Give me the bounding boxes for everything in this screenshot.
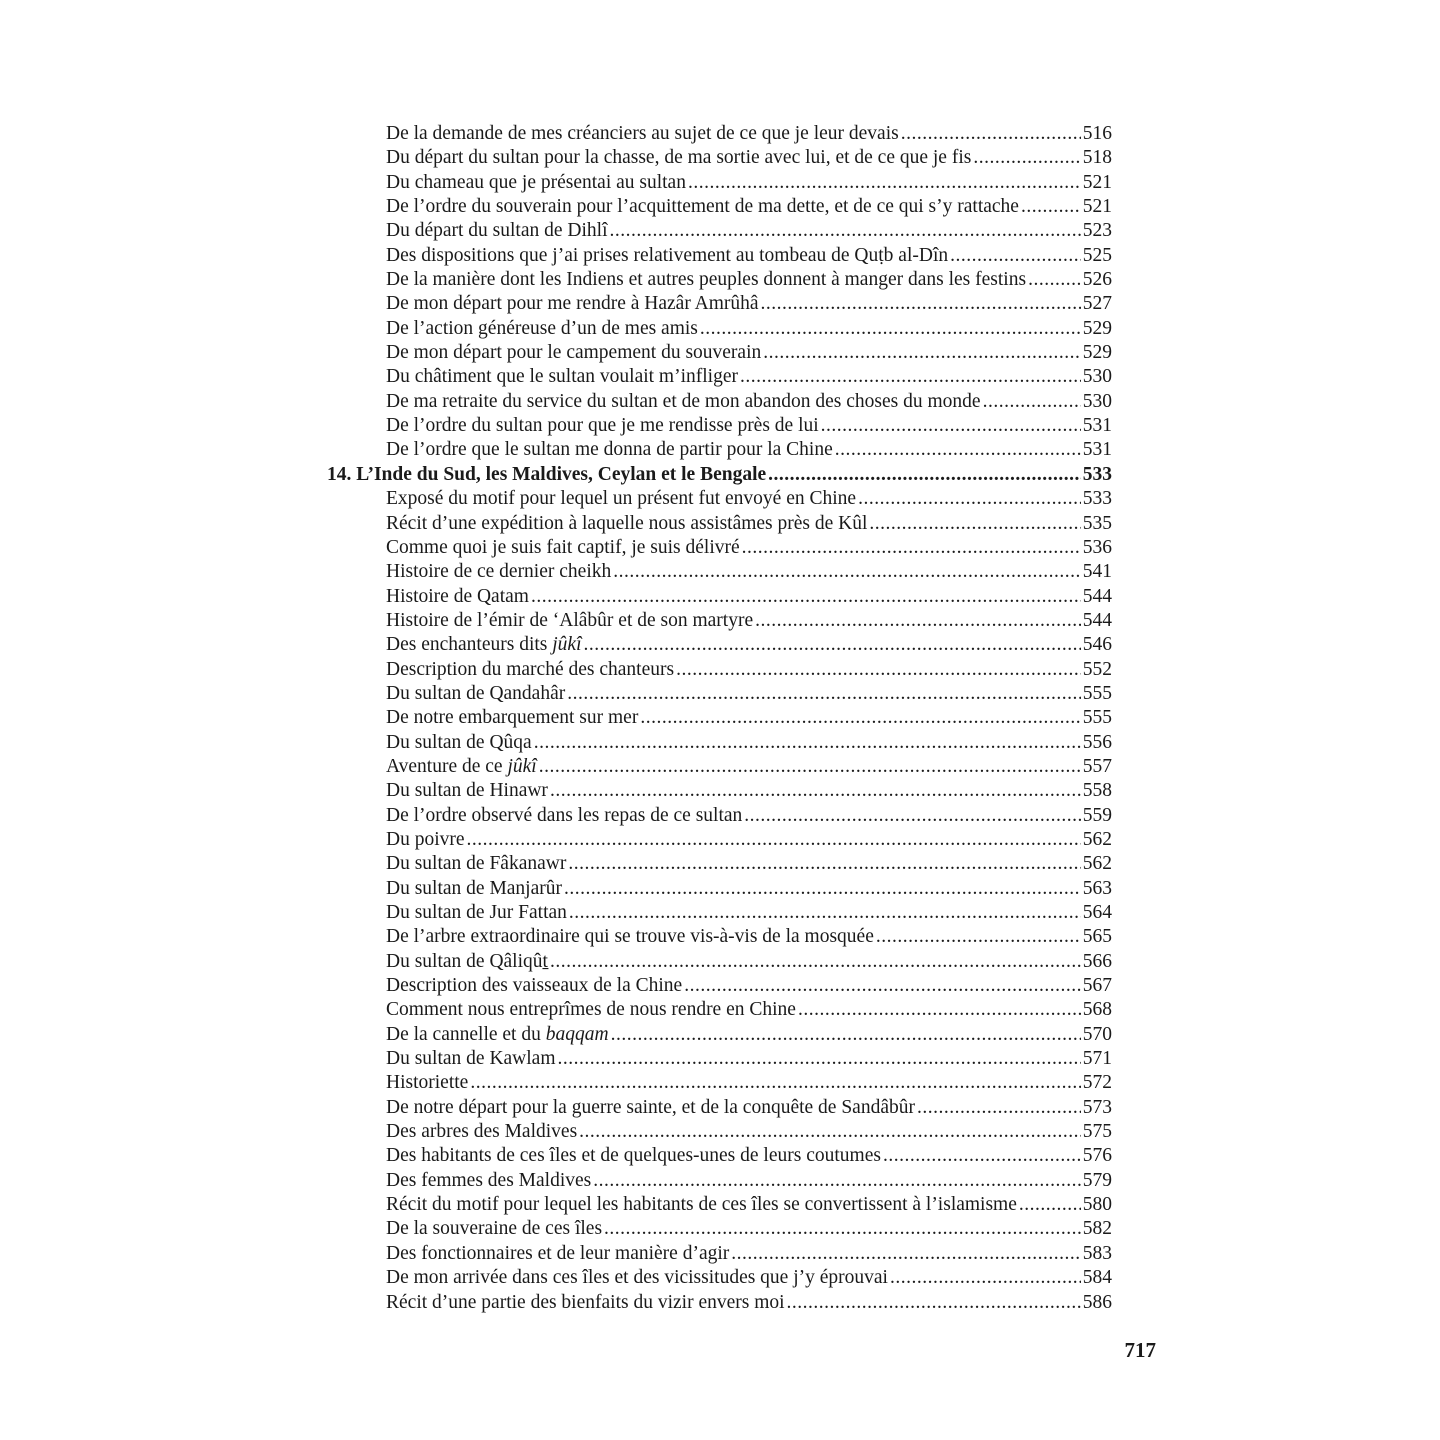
toc-entry-page: 575: [1082, 1121, 1112, 1143]
dot-leader: [1021, 195, 1081, 219]
toc-entry: [327, 585, 1112, 609]
toc-entry-page: 573: [1082, 1096, 1112, 1118]
toc-entry: [327, 1023, 1112, 1047]
toc-entry-title-text: Récit d’une expédition à laquelle nous assistâmes près de Kûl: [386, 512, 868, 534]
toc-entry-title: [386, 365, 738, 389]
toc-entry-title-text: Récit d’une partie des bienfaits du vizir envers moi: [386, 1291, 785, 1313]
dot-leader: [613, 560, 1081, 584]
dot-leader: [567, 682, 1081, 706]
toc-entry-page: 529: [1082, 317, 1112, 339]
toc-entry-page: 516: [1082, 123, 1112, 144]
toc-entry-page: 580: [1082, 1194, 1112, 1216]
toc-entry-title-text: Description des vaisseaux de la Chine: [386, 975, 683, 997]
toc-entry-title: [386, 1071, 468, 1095]
toc-entry-title: [386, 852, 566, 876]
toc-entry-title-text: Du sultan de Hinawr: [386, 780, 548, 802]
toc-entry: [327, 171, 1112, 195]
toc-entry-page: 555: [1082, 682, 1112, 704]
toc-entry: [327, 852, 1112, 876]
toc-entry: [327, 925, 1112, 949]
dot-leader: [579, 1120, 1081, 1144]
toc-entry-title-text: De ma retraite du service du sultan et de mon abandon des choses du monde: [386, 390, 981, 412]
toc-entry-page: 521: [1082, 171, 1112, 193]
toc-entry-page: 521: [1082, 196, 1112, 218]
dot-leader: [611, 1023, 1081, 1047]
toc-entry-title-text: De la demande de mes créanciers au sujet de ce que je leur devais: [386, 123, 899, 144]
toc-entry-title: [386, 122, 899, 146]
toc-entry-italic-term: jûkî: [507, 755, 537, 777]
toc-entry-page: 556: [1082, 731, 1112, 753]
toc-entry-page: 531: [1082, 439, 1112, 461]
toc-entry-title: [386, 1242, 729, 1266]
toc-entry: [327, 1169, 1112, 1193]
dot-leader: [558, 1047, 1081, 1071]
toc-entry-title: [386, 512, 867, 536]
toc-entry-title: [386, 1217, 602, 1241]
toc-entry-title: [386, 658, 674, 682]
toc-entry: [327, 292, 1112, 316]
toc-entry-title-text: Aventure de ce: [386, 755, 508, 777]
toc-entry-page: 564: [1082, 902, 1112, 923]
toc-entry-title-text: Du sultan de Qûqa: [386, 731, 532, 753]
toc-entry-title-text: De mon arrivée dans ces îles et des vicissitudes que j’y éprouvai: [386, 1267, 888, 1289]
toc-entry: [327, 731, 1112, 755]
toc-entry-title-text: Du sultan de Kawlam: [386, 1048, 556, 1070]
toc-entry: [327, 1144, 1112, 1168]
dot-leader: [973, 146, 1080, 170]
toc-entry: [327, 755, 1112, 779]
toc-entry: [327, 560, 1112, 584]
toc-entry-page: 530: [1082, 366, 1112, 388]
toc-entry-title: [386, 1120, 577, 1144]
toc-entry-title: [386, 292, 759, 316]
toc-entry: [327, 146, 1112, 170]
dot-leader: [761, 292, 1081, 316]
dot-leader: [763, 341, 1080, 365]
toc-entry: [327, 1193, 1112, 1217]
toc-entry-page: 530: [1082, 390, 1112, 412]
toc-entry-page: 541: [1082, 561, 1112, 583]
toc-entry-title: [386, 341, 761, 365]
toc-entry: [327, 122, 1112, 146]
dot-leader: [798, 998, 1081, 1022]
toc-entry-title-text: De l’ordre du sultan pour que je me rendisse près de lui: [386, 415, 819, 437]
toc-entry-title: [386, 731, 532, 755]
toc-entry-page: 544: [1082, 609, 1112, 631]
toc-entry-page: 570: [1082, 1023, 1112, 1045]
toc-entry-title: [386, 755, 537, 779]
toc-entry-page: 531: [1082, 415, 1112, 437]
toc-entry: [327, 512, 1112, 536]
dot-leader: [467, 828, 1081, 852]
toc-entry-title-text: Description du marché des chanteurs: [386, 658, 675, 680]
toc-entry-page: 584: [1082, 1267, 1112, 1289]
toc-entry-title-text: Du sultan de Qandahâr: [386, 682, 566, 704]
toc-entry-page: 544: [1082, 585, 1112, 607]
toc-entry-title-text: Du départ du sultan de Dihlî: [386, 220, 608, 242]
toc-entry-page: 552: [1082, 658, 1112, 680]
dot-leader: [534, 731, 1081, 755]
toc-entry-title: [386, 974, 682, 998]
toc-entry-page: 579: [1082, 1169, 1112, 1191]
toc-entry: [327, 317, 1112, 341]
toc-entry-title-text: Du châtiment que le sultan voulait m’infliger: [386, 366, 738, 388]
toc-entry-page: 546: [1082, 634, 1112, 656]
dot-leader: [742, 536, 1081, 560]
toc-entry-title-text: 14. L’Inde du Sud, les Maldives, Ceylan et le Bengale: [327, 463, 767, 485]
dot-leader: [950, 244, 1081, 268]
toc-entry-title: [386, 925, 874, 949]
dot-leader: [640, 706, 1080, 730]
table-of-contents: [327, 122, 1112, 1315]
toc-entry-title-text: De la manière dont les Indiens et autres peuples donnent à manger dans les festins: [386, 269, 1027, 291]
dot-leader: [688, 171, 1081, 195]
toc-entry-title-text: De notre départ pour la guerre sainte, et de la conquête de Sandâbûr: [386, 1096, 915, 1118]
toc-entry-page: 563: [1082, 877, 1112, 899]
dot-leader: [550, 779, 1081, 803]
toc-entry-page: 559: [1082, 804, 1112, 826]
toc-entry-title: [386, 585, 529, 609]
toc-entry-title: [386, 487, 856, 511]
dot-leader: [983, 390, 1081, 414]
toc-entry-page: 566: [1082, 950, 1112, 972]
toc-entry: [327, 414, 1112, 438]
toc-entry: [327, 365, 1112, 389]
toc-entry: [327, 998, 1112, 1022]
toc-entry: [327, 706, 1112, 730]
toc-entry-page: 526: [1082, 269, 1112, 291]
toc-chapter-heading: [327, 463, 1112, 487]
toc-entry-title-text: De l’ordre du souverain pour l’acquittement de ma dette, et de ce qui s’y rattache: [386, 196, 1019, 218]
toc-entry-title-text: Histoire de ce dernier cheikh: [386, 561, 612, 583]
toc-entry-page: 533: [1082, 463, 1112, 485]
toc-entry-title-text: Comment nous entreprîmes de nous rendre en Chine: [386, 999, 796, 1021]
toc-entry-italic-term: baqqam: [545, 1023, 609, 1045]
toc-entry: [327, 1266, 1112, 1290]
toc-entry-title: [386, 219, 608, 243]
dot-leader: [539, 755, 1081, 779]
toc-entry-title: [386, 901, 567, 925]
toc-entry: [327, 1071, 1112, 1095]
toc-entry: [327, 828, 1112, 852]
toc-entry-page: 558: [1082, 780, 1112, 802]
dot-leader: [787, 1291, 1081, 1315]
toc-entry: [327, 390, 1112, 414]
dot-leader: [901, 122, 1081, 146]
toc-entry-title: [386, 804, 742, 828]
toc-entry: [327, 244, 1112, 268]
toc-entry-title: [386, 1047, 556, 1071]
toc-entry-title: [386, 268, 1026, 292]
toc-entry-title: [386, 706, 638, 730]
toc-entry-title-text: Du sultan de Qâliqûṯ: [386, 950, 548, 972]
toc-entry: [327, 1096, 1112, 1120]
dot-leader: [744, 804, 1080, 828]
toc-entry-title: [386, 877, 562, 901]
toc-entry-title-text: De mon départ pour le campement du souverain: [386, 342, 762, 364]
dot-leader: [568, 852, 1080, 876]
toc-entry-page: 533: [1082, 488, 1112, 510]
dot-leader: [569, 901, 1081, 925]
dot-leader: [1028, 268, 1081, 292]
dot-leader: [740, 365, 1081, 389]
toc-entry-title-text: Des enchanteurs dits: [386, 634, 553, 656]
toc-entry: [327, 609, 1112, 633]
dot-leader: [593, 1169, 1081, 1193]
dot-leader: [755, 609, 1081, 633]
toc-entry: [327, 877, 1112, 901]
dot-leader: [835, 438, 1081, 462]
toc-entry-title-text: Exposé du motif pour lequel un présent fut envoyé en Chine: [386, 488, 857, 510]
toc-entry-title-text: Récit du motif pour lequel les habitants de ces îles se convertissent à l’islamisme: [386, 1194, 1017, 1216]
toc-entry-title-text: De la cannelle et du: [386, 1023, 546, 1045]
toc-entry-title-text: Du sultan de Manjarûr: [386, 877, 562, 899]
toc-entry-title-text: De l’arbre extraordinaire qui se trouve vis-à-vis de la mosquée: [386, 926, 874, 948]
toc-entry-page: 562: [1082, 853, 1112, 875]
toc-entry-title: [386, 950, 548, 974]
toc-entry-title: [386, 1023, 609, 1047]
toc-entry: [327, 1047, 1112, 1071]
toc-entry: [327, 268, 1112, 292]
toc-entry: [327, 779, 1112, 803]
toc-entry-page: 582: [1082, 1218, 1112, 1240]
toc-entry-title: [386, 609, 753, 633]
toc-entry-italic-term: jûkî: [552, 634, 582, 656]
toc-entry: [327, 633, 1112, 657]
toc-entry-title: [386, 1193, 1017, 1217]
dot-leader: [917, 1096, 1081, 1120]
dot-leader: [610, 219, 1081, 243]
toc-entry: [327, 219, 1112, 243]
dot-leader: [700, 317, 1081, 341]
toc-entry-title-text: De l’ordre observé dans les repas de ce sultan: [386, 804, 743, 826]
toc-entry-title-text: Des arbres des Maldives: [386, 1121, 578, 1143]
toc-entry: [327, 974, 1112, 998]
toc-entry-title-text: Historiette: [386, 1072, 469, 1094]
toc-entry-page: 567: [1082, 975, 1112, 997]
toc-entry-title-text: De la souveraine de ces îles: [386, 1218, 603, 1240]
dot-leader: [858, 487, 1081, 511]
toc-entry-page: 527: [1082, 293, 1112, 315]
toc-entry-title-text: Du départ du sultan pour la chasse, de ma sortie avec lui, et de ce que je fis: [386, 147, 972, 169]
toc-entry-page: 562: [1082, 828, 1112, 850]
toc-entry-title: [386, 633, 582, 657]
toc-entry: [327, 195, 1112, 219]
dot-leader: [604, 1217, 1081, 1241]
toc-entry: [327, 341, 1112, 365]
dot-leader: [821, 414, 1081, 438]
dot-leader: [684, 974, 1081, 998]
toc-entry: [327, 901, 1112, 925]
toc-entry-title-text: Histoire de l’émir de ‘Alâbûr et de son martyre: [386, 609, 754, 631]
toc-entry-page: 555: [1082, 707, 1112, 729]
toc-entry-title: [386, 560, 611, 584]
toc-entry-page: 583: [1082, 1242, 1112, 1264]
dot-leader: [883, 1144, 1081, 1168]
toc-entry-title: [386, 536, 740, 560]
toc-entry-title: [386, 779, 548, 803]
toc-entry-title-text: Des fonctionnaires et de leur manière d’agir: [386, 1242, 730, 1264]
dot-leader: [1019, 1193, 1081, 1217]
toc-entry: [327, 658, 1112, 682]
toc-entry: [327, 487, 1112, 511]
toc-entry-page: 572: [1082, 1072, 1112, 1094]
toc-entry: [327, 1291, 1112, 1315]
toc-entry-title-text: Du sultan de Fâkanawr: [386, 853, 567, 875]
toc-entry-title-text: Des femmes des Maldives: [386, 1169, 592, 1191]
toc-entry-title-text: Du poivre: [386, 828, 465, 850]
toc-entry: [327, 682, 1112, 706]
toc-entry-page: 586: [1082, 1291, 1112, 1313]
dot-leader: [768, 463, 1081, 487]
toc-entry-title-text: De l’action généreuse d’un de mes amis: [386, 317, 698, 339]
toc-entry-title: [386, 1291, 785, 1315]
dot-leader: [876, 925, 1081, 949]
toc-entry-page: 557: [1082, 755, 1112, 777]
dot-leader: [564, 877, 1081, 901]
toc-entry-title: [386, 828, 465, 852]
dot-leader: [731, 1242, 1080, 1266]
toc-entry: [327, 804, 1112, 828]
toc-entry-title-text: Du sultan de Jur Fattan: [386, 902, 567, 923]
dot-leader: [584, 633, 1081, 657]
toc-entry-title-text: De notre embarquement sur mer: [386, 707, 639, 729]
dot-leader: [676, 658, 1081, 682]
dot-leader: [890, 1266, 1081, 1290]
toc-entry-page: 568: [1082, 999, 1112, 1021]
toc-entry-title-text: Histoire de Qatam: [386, 585, 529, 607]
dot-leader: [531, 585, 1081, 609]
toc-entry-title: [386, 1096, 915, 1120]
dot-leader: [869, 512, 1080, 536]
toc-entry: [327, 1120, 1112, 1144]
toc-entry-title-text: De mon départ pour me rendre à Hazâr Amrûhâ: [386, 293, 759, 315]
toc-entry-title: [386, 682, 565, 706]
toc-entry-title: [386, 438, 833, 462]
toc-entry: [327, 536, 1112, 560]
toc-entry-page: 536: [1082, 536, 1112, 558]
toc-entry: [327, 950, 1112, 974]
page-number: 717: [1124, 1338, 1156, 1362]
toc-entry-title-text: De l’ordre que le sultan me donna de partir pour la Chine: [386, 439, 833, 461]
toc-entry-page: 525: [1082, 244, 1112, 266]
toc-entry-page: 576: [1082, 1145, 1112, 1167]
toc-entry-page: 565: [1082, 926, 1112, 948]
toc-entry-title-text: Des habitants de ces îles et de quelques-unes de leurs coutumes: [386, 1145, 881, 1167]
toc-entry-title: [386, 317, 698, 341]
toc-entry-title: [386, 390, 981, 414]
toc-entry: [327, 1242, 1112, 1266]
toc-entry-page: 523: [1082, 220, 1112, 242]
toc-entry-title: [386, 998, 796, 1022]
toc-entry-title: [386, 1144, 881, 1168]
toc-entry-page: 518: [1082, 147, 1112, 169]
toc-entry-page: 571: [1082, 1048, 1112, 1070]
toc-entry: [327, 1217, 1112, 1241]
toc-entry-title: [386, 171, 686, 195]
toc-entry-title: [386, 244, 948, 268]
toc-entry-title-text: Du chameau que je présentai au sultan: [386, 171, 686, 193]
dot-leader: [470, 1071, 1080, 1095]
toc-entry-title: [327, 463, 766, 487]
toc-entry-title: [386, 414, 819, 438]
toc-entry-title-text: Comme quoi je suis fait captif, je suis délivré: [386, 536, 740, 558]
toc-entry-title: [386, 146, 971, 170]
toc-entry-title: [386, 195, 1019, 219]
toc-entry-page: 529: [1082, 342, 1112, 364]
toc-entry-page: 535: [1082, 512, 1112, 534]
toc-entry-title: [386, 1169, 591, 1193]
toc-entry-title: [386, 1266, 888, 1290]
dot-leader: [550, 950, 1081, 974]
toc-entry: [327, 438, 1112, 462]
toc-entry-title-text: Des dispositions que j’ai prises relativement au tombeau de Quṭb al-Dîn: [386, 244, 949, 266]
